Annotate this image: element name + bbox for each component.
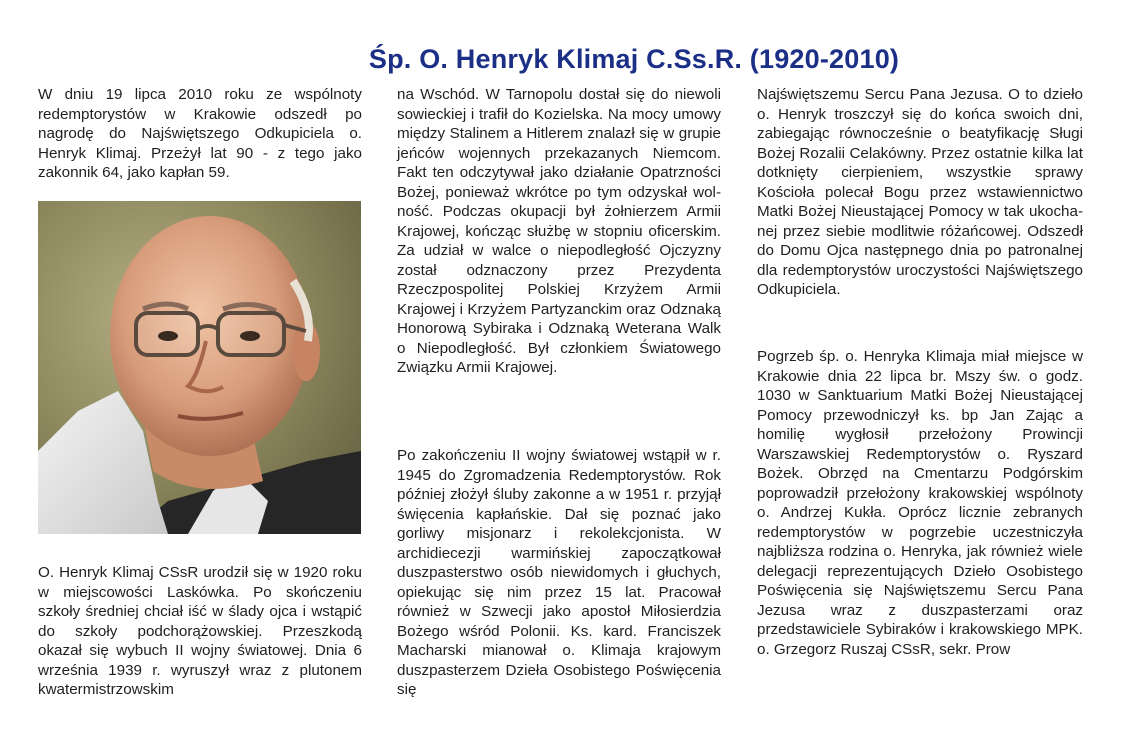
column-3-top <box>757 85 1083 300</box>
article-title: Śp. O. Henryk Klimaj C.Ss.R. (1920-2010) <box>368 44 900 75</box>
paragraph-intro: W dniu 19 lipca 2010 roku ze wspólnoty redemptorystów w Krakowie odszedł po nagrodę do Najświętszego Odkupiciela o. Henryk Klimaj. Przeżył lat 90 - z tego jako zakonnik 64, jako kapłan 59. <box>38 86 362 181</box>
paragraph-war: na Wschód. W Tarnopolu dostał się do niewoli sowieckiej i trafił do Kozielska. Na mocy umowy między Stalinem a Hitlerem znalazł się w grupie jeńców wojennych przekazanych Niemcom. Fakt ten odczytywał jako działanie Opatrzności Bożej, ponieważ wkrótce po tym odzyskał wolność. Podczas okupacji był żołnierzem Armii Krajowej, kończąc służbę w stopniu oficerskim. Za udział w walce o niepodległość Ojczyzny został odznaczony przez Prezydenta Rzeczpospolitej Polskiej Krzyżem Armii Krajowej i Krzyżem Partyzanckim oraz Odznaką Honorową Sybiraka i Odznaką Weterana Walk o Niepodległość. Był członkiem Światowego Związku Armii Krajowej. <box>397 86 721 376</box>
paragraph-funeral: Pogrzeb śp. o. Henryka Klimaja miał miejsce w Krakowie dnia 22 lipca br. Mszy św. o godz. 1030 w Sanktuarium Matki Bożej Nieustającej Pomocy przewodniczył ks. bp Jan Zając a homilię wygłosił przełożony Prowincji Warszawskiej Redemptorystów o. Ryszard Bożek. Obrzęd na Cmentarzu Podgórskim poprowadził przełożony krakowskiej wspólnoty o. Andrzej Kukła. Oprócz licznie zebranych redemptorystów w pogrzebie uczestniczyła najbliższa rodzina o. Henryka, jak również wiele delegacji reprezentujących Dzieło Osobistego Poświęcenia się Najświętszemu Sercu Pana Jezusa wraz z duszpasterzami oraz przedstawiciele Sybiraków i krakowskiego MPK. o. Grzegorz Ruszaj CSsR, sekr. Prow <box>757 348 1083 658</box>
column-1-top <box>38 85 362 183</box>
paragraph-ministry: Po zakończeniu II wojny światowej wstąpił w r. 1945 do Zgromadzenia Redemptorystów. Rok później złożył śluby zakonne a w 1951 r. przyjął święcenia kapłańskie. Dał się poznać jako gorliwy misjonarz i rekolekcjonista. W archidiecezji warmińskiej zapoczątkował duszpasterstwo osób niewidomych i głuchych, opiekując się nim przez 15 lat. Pracował również w Szwecji jako apostoł Miłosierdzia Bożego wśród Polonii. Ks. kard. Franciszek Macharski mianował o. Klimaja krajowym duszpasterzem Dzieła Osobistego Poświęcenia się <box>397 447 721 698</box>
portrait-photo-icon <box>38 201 361 534</box>
column-2-top <box>397 85 721 378</box>
column-2-bottom <box>397 446 721 700</box>
column-3-bottom <box>757 347 1083 659</box>
paragraph-final-years: Najświętszemu Sercu Pana Jezusa. O to dzieło o. Henryk troszczył się do końca swoich dni, zabiegając równocześnie o beatyfikację Sługi Bożej Rozalii Celakówny. Przez ostatnie kilka lat dotknięty cierpieniem, wszystkie sprawy Kościoła polecał Bogu przez wstawiennictwo Matki Bożej Nieustającej Pomocy w tak ukochanej przez siebie modlitwie różańcowej. Odszedł do Domu Ojca następnego dnia po patronalnej dla redemptorystów uroczystości Najświętszego Odkupiciela. <box>757 86 1083 298</box>
paragraph-biography: O. Henryk Klimaj CSsR urodził się w 1920 roku w miejscowości Laskówka. Po skończeniu szkoły średniej chciał iść w ślady ojca i wstąpić do szkoły podchorążowskiej. Przeszkodą okazał się wybuch II wojny światowej. Dnia 6 września 1939 r. wyruszył wraz z plutonem kwatermistrzowskim <box>38 564 362 698</box>
portrait-photo <box>38 201 361 534</box>
column-1-bottom <box>38 563 362 700</box>
